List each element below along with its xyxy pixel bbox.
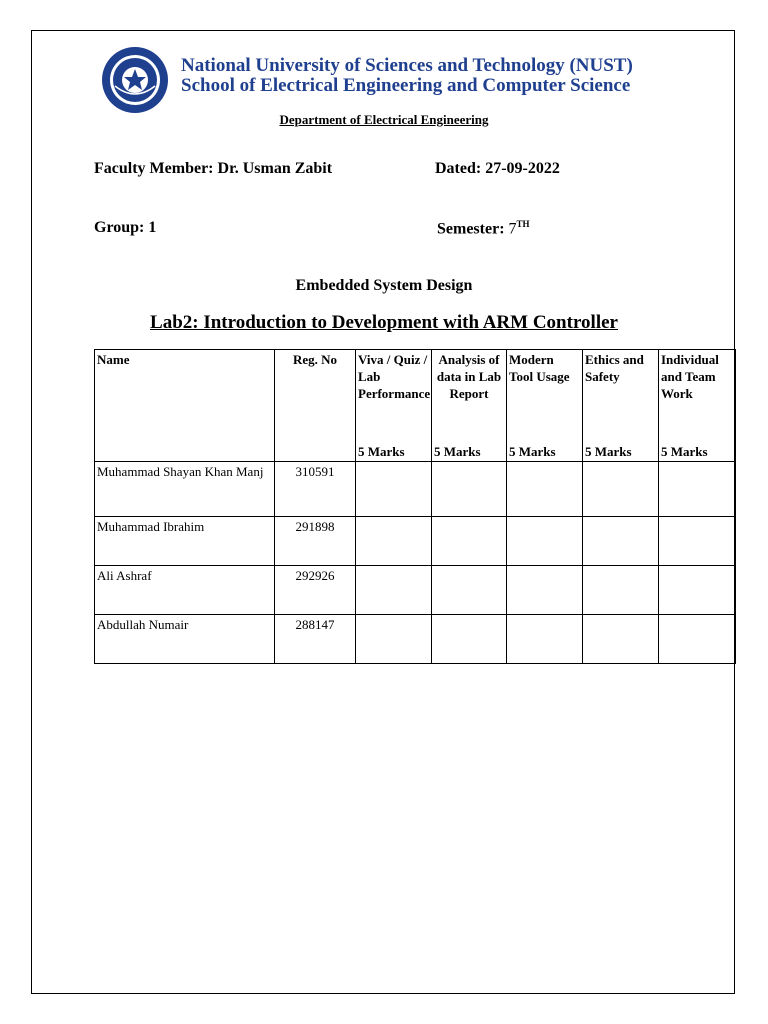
ethics-cell [583, 462, 659, 517]
faculty-value: Dr. Usman Zabit [217, 160, 333, 177]
dated-field [435, 160, 560, 178]
table-header-row [95, 350, 736, 462]
column-header-reg-no: Reg. No [275, 350, 356, 462]
marks-table [94, 349, 736, 664]
viva-cell [356, 566, 432, 615]
student-name: Ali Ashraf [95, 566, 275, 615]
department-name: Department of Electrical Engineering [279, 112, 489, 127]
student-reg-no: 291898 [275, 517, 356, 566]
group-field [94, 219, 156, 237]
ethics-cell [583, 566, 659, 615]
ethics-cell [583, 517, 659, 566]
semester-label: Semester: [437, 220, 509, 238]
dated-label: Dated: [435, 160, 486, 177]
table-row [95, 517, 736, 566]
faculty-field [94, 160, 332, 178]
teamwork-cell [659, 566, 736, 615]
group-value: 1 [148, 219, 157, 236]
column-header-modern-tool: Modern Tool Usage 5 Marks [507, 350, 583, 462]
teamwork-cell [659, 517, 736, 566]
group-label: Group: [94, 219, 149, 236]
viva-cell [356, 615, 432, 664]
viva-cell [356, 517, 432, 566]
analysis-cell [432, 517, 507, 566]
course-title: Embedded System Design [295, 277, 473, 294]
column-header-analysis: Analysis of data in Lab Report 5 Marks [432, 350, 507, 462]
student-reg-no: 292926 [275, 566, 356, 615]
teamwork-cell [659, 615, 736, 664]
table-row [95, 462, 736, 517]
student-name: Muhammad Shayan Khan Manj [95, 462, 275, 517]
analysis-cell [432, 462, 507, 517]
table-row [95, 615, 736, 664]
table-row [95, 566, 736, 615]
student-name: Abdullah Numair [95, 615, 275, 664]
semester-field [437, 219, 530, 238]
school-name: School of Electrical Engineering and Computer Science [181, 75, 631, 96]
column-header-name: Name [95, 350, 275, 462]
lab-title: Lab2: Introduction to Development with ARM Controller [150, 312, 618, 333]
column-header-ethics: Ethics and Safety 5 Marks [583, 350, 659, 462]
tool-cell [507, 462, 583, 517]
semester-value: 7 [508, 220, 517, 238]
teamwork-cell [659, 462, 736, 517]
column-header-team-work: Individual and Team Work 5 Marks [659, 350, 736, 462]
semester-suffix: TH [516, 219, 530, 229]
faculty-label: Faculty Member: [94, 160, 218, 177]
analysis-cell [432, 615, 507, 664]
university-name: National University of Sciences and Technology (NUST) [181, 55, 633, 76]
dated-value: 27-09-2022 [485, 160, 560, 177]
student-name: Muhammad Ibrahim [95, 517, 275, 566]
ethics-cell [583, 615, 659, 664]
tool-cell [507, 615, 583, 664]
tool-cell [507, 566, 583, 615]
tool-cell [507, 517, 583, 566]
analysis-cell [432, 566, 507, 615]
nust-seal-icon [101, 46, 169, 114]
column-header-viva: Viva / Quiz / Lab Performance 5 Marks [356, 350, 432, 462]
student-reg-no: 288147 [275, 615, 356, 664]
viva-cell [356, 462, 432, 517]
student-reg-no: 310591 [275, 462, 356, 517]
